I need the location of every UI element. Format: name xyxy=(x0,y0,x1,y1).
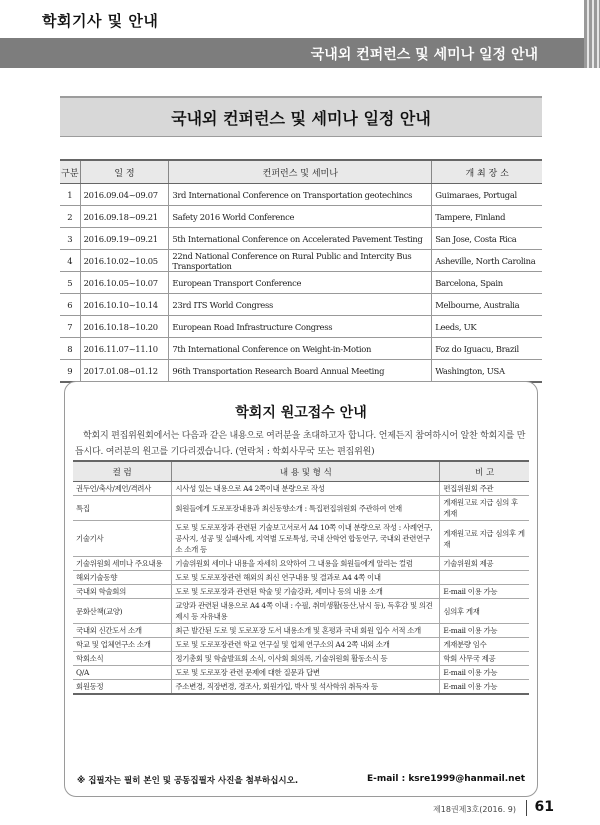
cell-no: 7 xyxy=(60,316,80,338)
cell-content: 최근 발간된 도로 및 도로포장 도서 내용소개 및 혼평과 국내 회원 입수 서적 소개 xyxy=(172,624,440,638)
table-row xyxy=(73,571,529,585)
table-header-row xyxy=(73,461,529,482)
cell-column: Q/A xyxy=(73,666,172,680)
table-row xyxy=(73,652,529,666)
cell-content: 기술위원회 세미나 내용을 자세히 요약하여 그 내용을 회원들에게 알리는 컬럼 xyxy=(172,557,440,571)
header-cell-venue: 개 최 장 소 xyxy=(432,160,542,184)
table-row xyxy=(60,316,542,338)
cell-venue: Leeds, UK xyxy=(432,316,542,338)
cell-venue: Barcelona, Spain xyxy=(432,272,542,294)
cell-content: 교양과 관련된 내용으로 A4 4쪽 이내 : 수필, 취미생활(등산,낚시 등), 독후감 및 의견제시 등 자유내용 xyxy=(172,599,440,624)
cell-date: 2017.01.08~01.12 xyxy=(80,360,169,383)
column-table-body xyxy=(73,482,529,695)
cell-no: 9 xyxy=(60,360,80,383)
issue-label: 제18권제3호(2016. 9) xyxy=(433,805,516,814)
cell-date: 2016.09.19~09.21 xyxy=(80,228,169,250)
cell-column: 권두언/축사/제언/격려사 xyxy=(73,482,172,496)
cell-no: 1 xyxy=(60,184,80,206)
cell-date: 2016.10.02~10.05 xyxy=(80,250,169,272)
cell-no: 8 xyxy=(60,338,80,360)
table-row xyxy=(73,482,529,496)
cell-name: Safety 2016 World Conference xyxy=(169,206,432,228)
cell-note: 게재원고료 지급 심의 후 게재 xyxy=(440,496,529,521)
table-row xyxy=(73,599,529,624)
table-row xyxy=(60,206,542,228)
table-row xyxy=(60,294,542,316)
cell-content: 도로 및 도로포장과 관련된 기술보고서로서 A4 10쪽 이내 분량으로 작성 : 사례연구, 공사지, 성공 및 실패사례, 지역별 도로특성, 국내 산학연 합동연구, 국내외 관련연구소 소개 등 xyxy=(172,521,440,557)
table-row xyxy=(73,496,529,521)
email-contact: E-mail : ksre1999@hanmail.net xyxy=(366,774,525,784)
cell-note xyxy=(440,571,529,585)
table-row xyxy=(60,184,542,206)
cell-date: 2016.09.18~09.21 xyxy=(80,206,169,228)
table-row xyxy=(60,272,542,294)
cell-note: E-mail 이용 가능 xyxy=(440,624,529,638)
cell-venue: Asheville, North Carolina xyxy=(432,250,542,272)
cell-venue: Foz do Iguacu, Brazil xyxy=(432,338,542,360)
cell-name: 23rd ITS World Congress xyxy=(169,294,432,316)
cell-name: 5th International Conference on Accelerated Pavement Testing xyxy=(169,228,432,250)
cell-venue: Tampere, Finland xyxy=(432,206,542,228)
cell-no: 2 xyxy=(60,206,80,228)
cell-content: 주소변경, 직장변경, 경조사, 회원가입, 박사 및 석사학위 취득자 등 xyxy=(172,680,440,695)
cell-column: 국내외 학술회의 xyxy=(73,585,172,599)
table-row xyxy=(73,638,529,652)
cell-note: 심의후 게재 xyxy=(440,599,529,624)
cell-date: 2016.10.05~10.07 xyxy=(80,272,169,294)
cell-column: 학회소식 xyxy=(73,652,172,666)
cell-name: 3rd International Conference on Transportation geotechincs xyxy=(169,184,432,206)
table-row xyxy=(73,666,529,680)
cell-venue: San Jose, Costa Rica xyxy=(432,228,542,250)
cell-column: 기술위원회 세미나 주요내용 xyxy=(73,557,172,571)
cell-date: 2016.11.07~11.10 xyxy=(80,338,169,360)
cell-venue: Melbourne, Australia xyxy=(432,294,542,316)
cell-column: 해외기술동향 xyxy=(73,571,172,585)
header-cell-note: 비 고 xyxy=(440,461,529,482)
table-row xyxy=(73,557,529,571)
cell-column: 문화산책(교양) xyxy=(73,599,172,624)
cell-no: 3 xyxy=(60,228,80,250)
cell-date: 2016.10.18~10.20 xyxy=(80,316,169,338)
table-row xyxy=(73,521,529,557)
header-cell-date: 일 정 xyxy=(80,160,169,184)
table-header-row xyxy=(60,160,542,184)
conference-table xyxy=(60,159,542,383)
cell-name: 22nd National Conference on Rural Public and Intercity Bus Transportation xyxy=(169,250,432,272)
cell-no: 6 xyxy=(60,294,80,316)
table-row xyxy=(60,250,542,272)
notice-title: 학회지 원고접수 안내 xyxy=(235,405,367,421)
table-row xyxy=(73,680,529,695)
footnote: ※ 집필자는 필히 본인 및 공동집필자 사진을 첨부하십시오. xyxy=(77,776,299,786)
cell-note: 학회 사무국 제공 xyxy=(440,652,529,666)
cell-content: 회원들에게 도로포장내용과 최신동향소개 : 특집편집위원회 주관하여 연재 xyxy=(172,496,440,521)
cell-date: 2016.09.04~09.07 xyxy=(80,184,169,206)
cell-no: 5 xyxy=(60,272,80,294)
table-row xyxy=(73,585,529,599)
header-subtitle: 국내외 컨퍼런스 및 세미나 일정 안내 xyxy=(310,47,538,63)
cell-content: 도로 및 도로포장관련 학교 연구실 및 업체 연구소의 A4 2쪽 내외 소개 xyxy=(172,638,440,652)
main-title: 국내외 컨퍼런스 및 세미나 일정 안내 xyxy=(171,108,431,128)
cell-note: E-mail 이용 가능 xyxy=(440,666,529,680)
notice-box xyxy=(64,381,538,797)
cell-no: 4 xyxy=(60,250,80,272)
cell-note: 게재원고료 지급 심의후 게재 xyxy=(440,521,529,557)
cell-content: 도로 및 도로포장관련 해외의 최신 연구내용 및 결과로 A4 4쪽 이내 xyxy=(172,571,440,585)
cell-column: 특집 xyxy=(73,496,172,521)
cell-note: E-mail 이용 가능 xyxy=(440,680,529,695)
column-table xyxy=(73,460,529,695)
cell-name: 96th Transportation Research Board Annual Meeting xyxy=(169,360,432,383)
cell-name: 7th International Conference on Weight-in-Motion xyxy=(169,338,432,360)
cell-content: 도로 및 도로포장과 관련된 학술 및 기술강좌, 세미나 등의 내용 소개 xyxy=(172,585,440,599)
cell-name: European Road Infrastructure Congress xyxy=(169,316,432,338)
table-row xyxy=(73,624,529,638)
cell-content: 정기총회 및 학술발표회 소식, 이사회 회의록, 기술위원회 활동소식 등 xyxy=(172,652,440,666)
cell-content: 시사성 있는 내용으로 A4 2쪽이내 분량으로 작성 xyxy=(172,482,440,496)
table-row xyxy=(60,360,542,383)
cell-note: 편집위원회 주관 xyxy=(440,482,529,496)
header-cell-conference: 컨퍼런스 및 세미나 xyxy=(169,160,432,184)
main-title-box xyxy=(60,96,542,137)
section-title: 학회기사 및 안내 xyxy=(42,12,159,30)
table-row xyxy=(60,228,542,250)
page-number: 61 xyxy=(534,799,554,815)
cell-venue: Guimaraes, Portugal xyxy=(432,184,542,206)
cell-column: 국내외 신간도서 소개 xyxy=(73,624,172,638)
conference-table-body xyxy=(60,184,542,383)
header-cell-number: 구분 xyxy=(60,160,80,184)
notice-intro: 학회지 편집위원회에서는 다음과 같은 내용으로 여러분을 초대하고자 합니다. 언제든지 참여하시어 알찬 학회지를 만듭시다. 여러분의 원고를 기다리겠습니다. (연락처 : 학회사무국 또는 편집위원) xyxy=(75,431,526,457)
header-cell-column: 컬 럼 xyxy=(73,461,172,482)
cell-date: 2016.10.10~10.14 xyxy=(80,294,169,316)
cell-content: 도로 및 도로포장 관련 문제에 대한 질문과 답변 xyxy=(172,666,440,680)
cell-note: E-mail 이용 가능 xyxy=(440,585,529,599)
cell-column: 기술기사 xyxy=(73,521,172,557)
footer-separator xyxy=(526,800,527,816)
cell-column: 학교 및 업체연구소 소개 xyxy=(73,638,172,652)
cell-venue: Washington, USA xyxy=(432,360,542,383)
edge-decoration xyxy=(584,0,600,68)
cell-column: 회원동정 xyxy=(73,680,172,695)
header-cell-content: 내 용 및 형 식 xyxy=(172,461,440,482)
cell-name: European Transport Conference xyxy=(169,272,432,294)
cell-note: 게재분량 임수 xyxy=(440,638,529,652)
cell-note: 기술위원회 제공 xyxy=(440,557,529,571)
table-row xyxy=(60,338,542,360)
